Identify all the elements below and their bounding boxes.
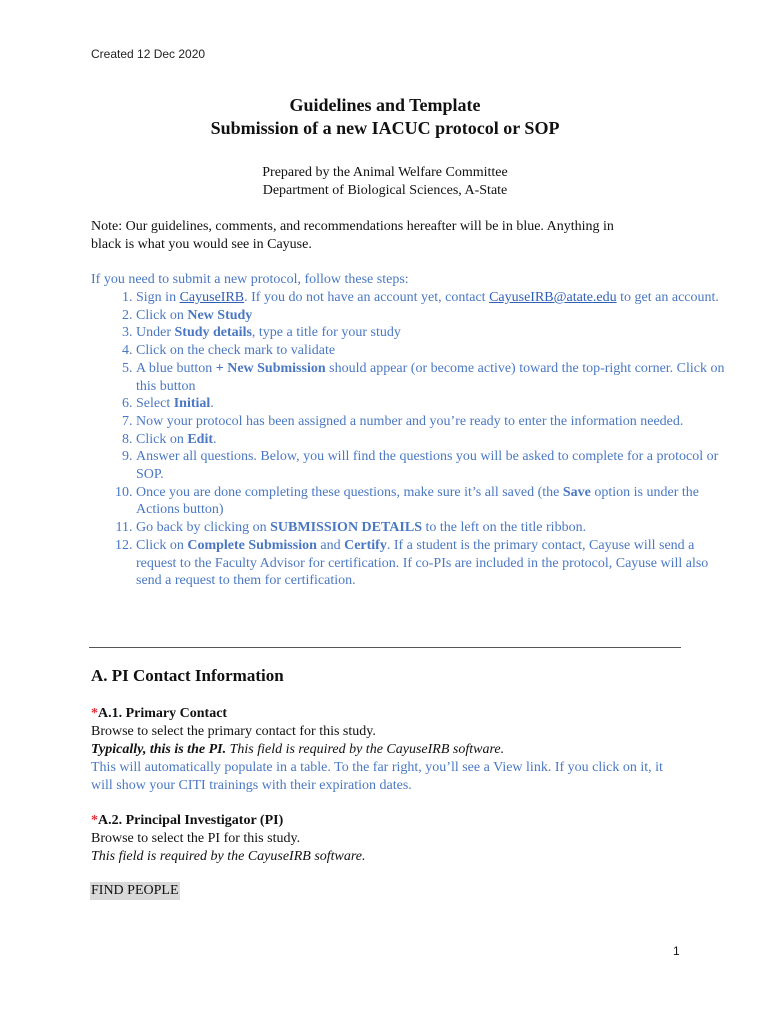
step-text: Select <box>136 396 174 412</box>
step-bold: New Study <box>187 307 253 323</box>
email-link[interactable]: CayuseIRB@atate.edu <box>489 290 617 305</box>
step-text: and <box>316 537 345 553</box>
step-item <box>136 537 736 590</box>
step-bold: Study details <box>174 325 252 341</box>
document-title: Guidelines and Template <box>289 95 481 115</box>
step-text: Click on <box>136 537 188 553</box>
section-a2 <box>91 812 681 866</box>
a1-guidance: This will automatically populate in a table. To the far right, you’ll see a View link. If you click on it, it will show your CITI trainings with their expiration dates. <box>91 760 663 793</box>
note-paragraph <box>91 218 681 254</box>
required-asterisk: * <box>91 706 98 721</box>
step-text: Click on <box>136 307 188 323</box>
step-bold: Initial <box>173 396 211 412</box>
step-item <box>136 360 736 395</box>
step-item <box>136 448 736 483</box>
cayuseirb-link[interactable]: CayuseIRB <box>179 290 245 305</box>
prepared-by: Prepared by the Animal Welfare Committee <box>262 165 508 180</box>
step-item <box>136 395 736 413</box>
note-line-1: Note: Our guidelines, comments, and recommendations hereafter will be in blue. Anything in <box>91 219 614 234</box>
step-bold: Edit <box>187 431 214 447</box>
step-bold: Save <box>562 484 591 500</box>
step-text: . <box>213 431 217 447</box>
step-text: Under <box>136 325 175 341</box>
created-date: Created 12 Dec 2020 <box>91 47 206 61</box>
step-bold: + New Submission <box>215 360 326 376</box>
step-text: Go back by clicking on <box>136 520 271 536</box>
step-text: Now your protocol has been assigned a number and you’re ready to enter the information needed. <box>136 413 684 429</box>
step-text: Once you are done completing these questions, make sure it’s all saved (the <box>136 484 563 500</box>
department: Department of Biological Sciences, A-State <box>262 183 508 198</box>
step-text: . <box>210 396 214 412</box>
step-item <box>136 519 736 537</box>
document-subtitle: Submission of a new IACUC protocol or SOP <box>210 118 560 138</box>
step-text: . If you do not have an account yet, contact <box>244 290 490 305</box>
section-divider <box>89 647 681 648</box>
steps-intro: If you need to submit a new protocol, follow these steps: <box>91 272 409 287</box>
steps-list <box>91 289 736 590</box>
required-asterisk: * <box>91 813 98 828</box>
find-people-button[interactable]: FIND PEOPLE <box>91 883 179 898</box>
section-a1 <box>91 705 681 795</box>
page-number: 1 <box>673 944 680 958</box>
step-item <box>136 289 736 307</box>
step-item <box>136 431 736 449</box>
step-text: Sign in <box>136 290 180 305</box>
step-item <box>136 324 736 342</box>
step-text: A blue button <box>136 360 216 376</box>
a1-required-note: This field is required by the CayuseIRB software. <box>226 742 505 757</box>
note-line-2: black is what you would see in Cayuse. <box>91 237 312 252</box>
step-item <box>136 413 736 431</box>
a2-required-note: This field is required by the CayuseIRB software. <box>91 849 366 864</box>
a1-description: Browse to select the primary contact for this study. <box>91 724 376 739</box>
step-item <box>136 484 736 519</box>
step-text: to the left on the title ribbon. <box>422 520 587 536</box>
step-text: , type a title for your study <box>251 325 401 341</box>
step-bold: SUBMISSION DETAILS <box>270 520 422 536</box>
step-text: Click on <box>136 431 188 447</box>
step-text: Click on the check mark to validate <box>136 343 336 359</box>
step-text: to get an account. <box>616 290 719 305</box>
a1-title: A.1. Primary Contact <box>98 706 228 721</box>
step-item <box>136 307 736 325</box>
a2-title: A.2. Principal Investigator (PI) <box>98 813 284 828</box>
a2-description: Browse to select the PI for this study. <box>91 831 301 846</box>
step-text: Answer all questions. Below, you will find the questions you will be asked to complete for a protocol or SOP. <box>136 449 719 483</box>
step-item <box>136 342 736 360</box>
a1-typical-note: Typically, this is the PI. <box>91 742 227 757</box>
section-a-heading: A. PI Contact Information <box>91 666 284 685</box>
step-bold: Certify <box>344 537 387 553</box>
step-text: option is under the Actions button) <box>136 484 699 518</box>
step-bold: Complete Submission <box>187 537 317 553</box>
step-text: should appear (or become active) toward the top-right corner. Click on this button <box>136 360 725 394</box>
step-text: . If a student is the primary contact, Cayuse will send a request to the Faculty Advisor for certification. If co-PIs are included in the protocol, Cayuse will also send a request to them for certification. <box>136 537 709 589</box>
